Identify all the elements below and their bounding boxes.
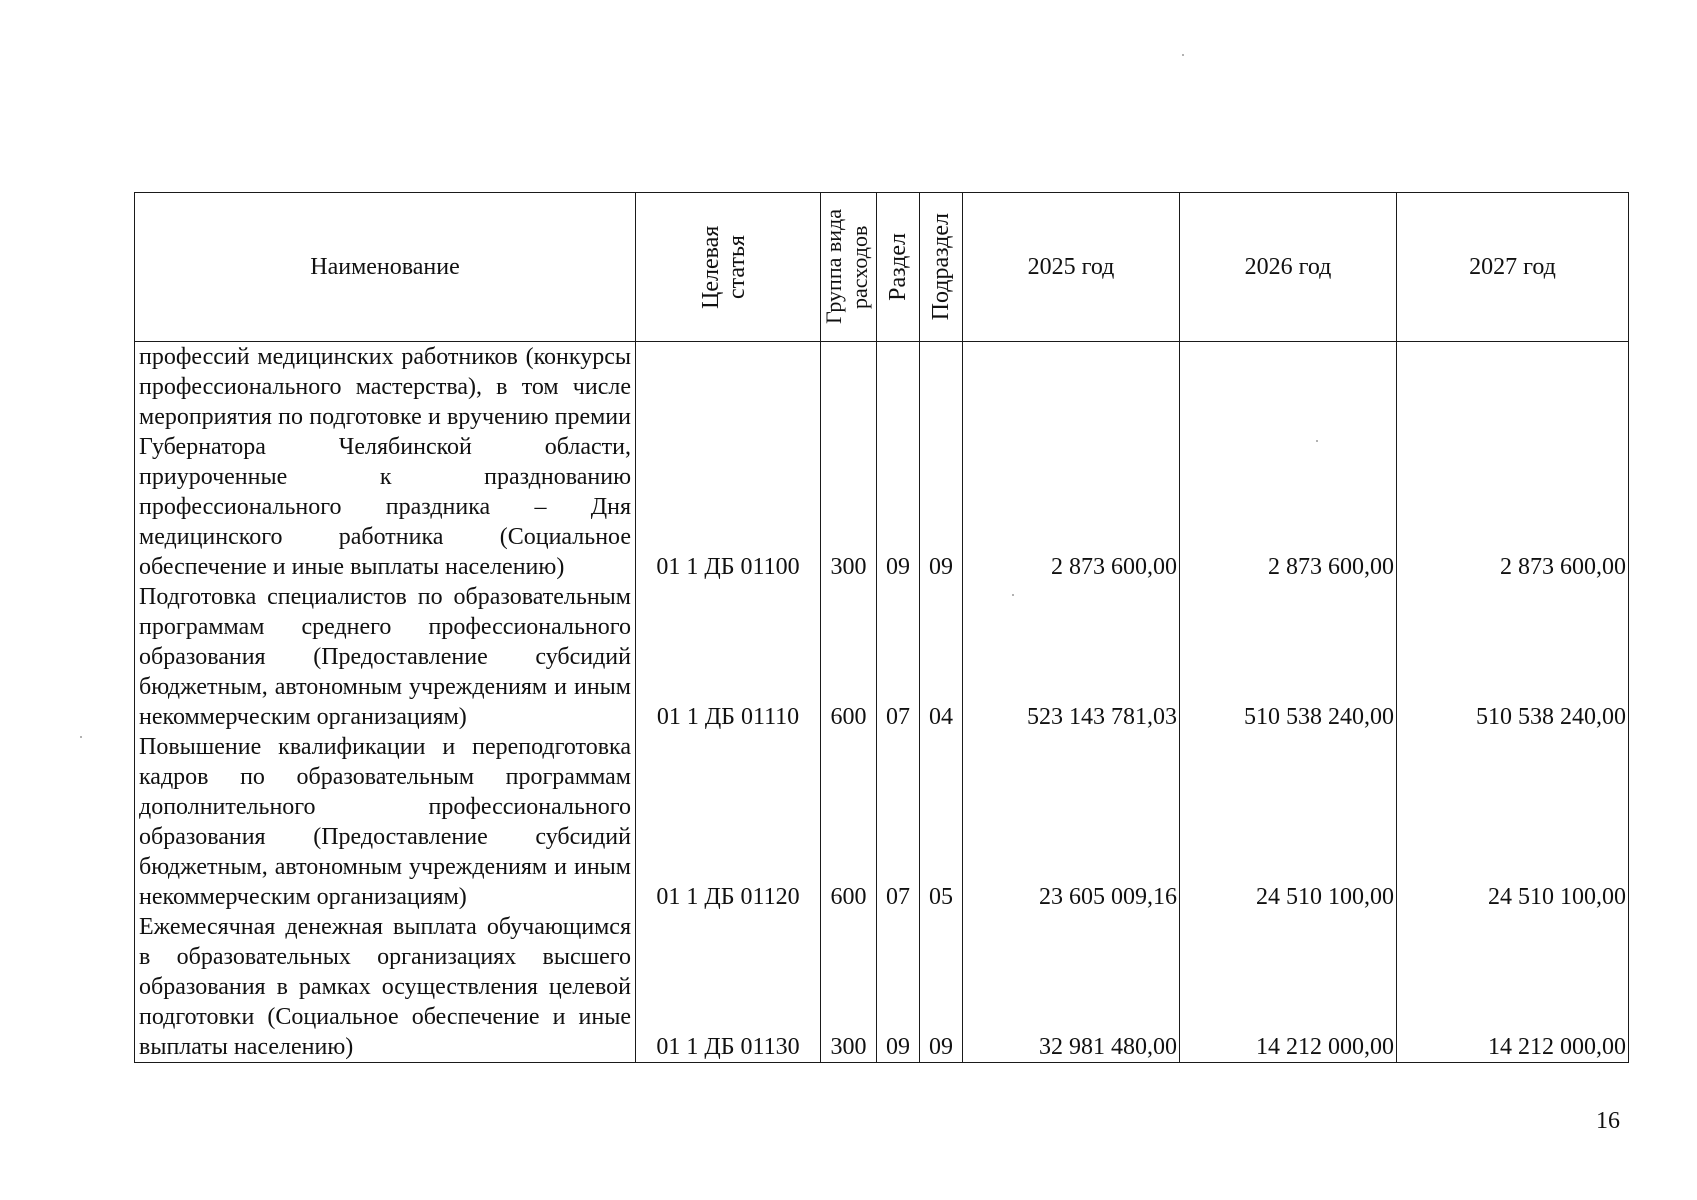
row-amount-2025: 32 981 480,00	[963, 912, 1180, 1063]
row-amount-2026: 14 212 000,00	[1180, 912, 1397, 1063]
row-target-article: 01 1 ДБ 01110	[636, 582, 821, 732]
header-year-2026	[1180, 193, 1397, 342]
header-year-2026-label: 2026 год	[1244, 254, 1332, 280]
row-amount-2027: 24 510 100,00	[1397, 732, 1629, 912]
table-row	[135, 732, 1629, 912]
row-target-article: 01 1 ДБ 01100	[636, 342, 821, 583]
row-name: Ежемесячная денежная выплата обучающимся в образовательных организациях высшего образования в рамках осуществления целевой подготовки (Социальное обеспечение и иные выплаты населению)	[135, 912, 636, 1063]
header-year-2027	[1397, 193, 1629, 342]
header-year-2027-label: 2027 год	[1469, 254, 1556, 280]
header-subsection	[920, 193, 963, 342]
table-header-row	[135, 193, 1629, 342]
row-amount-2025: 2 873 600,00	[963, 342, 1180, 583]
row-expense-group: 600	[821, 732, 877, 912]
row-expense-group: 300	[821, 912, 877, 1063]
row-section: 09	[877, 342, 920, 583]
table-row	[135, 912, 1629, 1063]
scan-speck	[80, 736, 82, 738]
row-amount-2026: 510 538 240,00	[1180, 582, 1397, 732]
header-year-2025-label: 2025 год	[1027, 254, 1115, 280]
row-amount-2027: 510 538 240,00	[1397, 582, 1629, 732]
header-target-article-label: Целевая статья	[698, 225, 750, 309]
row-amount-2026: 24 510 100,00	[1180, 732, 1397, 912]
header-expense-group-label: Группа вида расходов	[821, 209, 872, 325]
row-amount-2026: 2 873 600,00	[1180, 342, 1397, 583]
row-target-article: 01 1 ДБ 01130	[636, 912, 821, 1063]
header-name	[135, 193, 636, 342]
header-expense-group	[821, 193, 877, 342]
header-target-article	[636, 193, 821, 342]
table-row	[135, 342, 1629, 583]
page-number: 16	[1596, 1108, 1620, 1134]
row-target-article: 01 1 ДБ 01120	[636, 732, 821, 912]
row-expense-group: 300	[821, 342, 877, 583]
row-subsection: 05	[920, 732, 963, 912]
header-year-2025	[963, 193, 1180, 342]
table-row	[135, 582, 1629, 732]
row-amount-2027: 14 212 000,00	[1397, 912, 1629, 1063]
row-section: 07	[877, 732, 920, 912]
row-subsection: 09	[920, 912, 963, 1063]
row-subsection: 04	[920, 582, 963, 732]
header-name-label: Наименование	[310, 254, 460, 280]
row-subsection: 09	[920, 342, 963, 583]
header-section	[877, 193, 920, 342]
row-amount-2027: 2 873 600,00	[1397, 342, 1629, 583]
row-section: 07	[877, 582, 920, 732]
row-name: профессий медицинских работников (конкурсы профессионального мастерства), в том числе мероприятия по подготовке и вручению премии Губернатора Челябинской области, приуроченные к празднованию профессионального праздника – Дня медицинского работника (Социальное обеспечение и иные выплаты населению)	[135, 342, 636, 583]
header-subsection-label: Подраздел	[928, 213, 954, 321]
row-section: 09	[877, 912, 920, 1063]
row-amount-2025: 523 143 781,03	[963, 582, 1180, 732]
budget-table	[134, 192, 1629, 1063]
row-name: Повышение квалификации и переподготовка кадров по образовательным программам дополнительного профессионального образования (Предоставление субсидий бюджетным, автономным учреждениям и иным некоммерческим организациям)	[135, 732, 636, 912]
row-name: Подготовка специалистов по образовательным программам среднего профессионального образования (Предоставление субсидий бюджетным, автономным учреждениям и иным некоммерческим организациям)	[135, 582, 636, 732]
row-amount-2025: 23 605 009,16	[963, 732, 1180, 912]
row-expense-group: 600	[821, 582, 877, 732]
scan-speck	[1182, 54, 1184, 56]
header-section-label: Раздел	[885, 233, 911, 301]
